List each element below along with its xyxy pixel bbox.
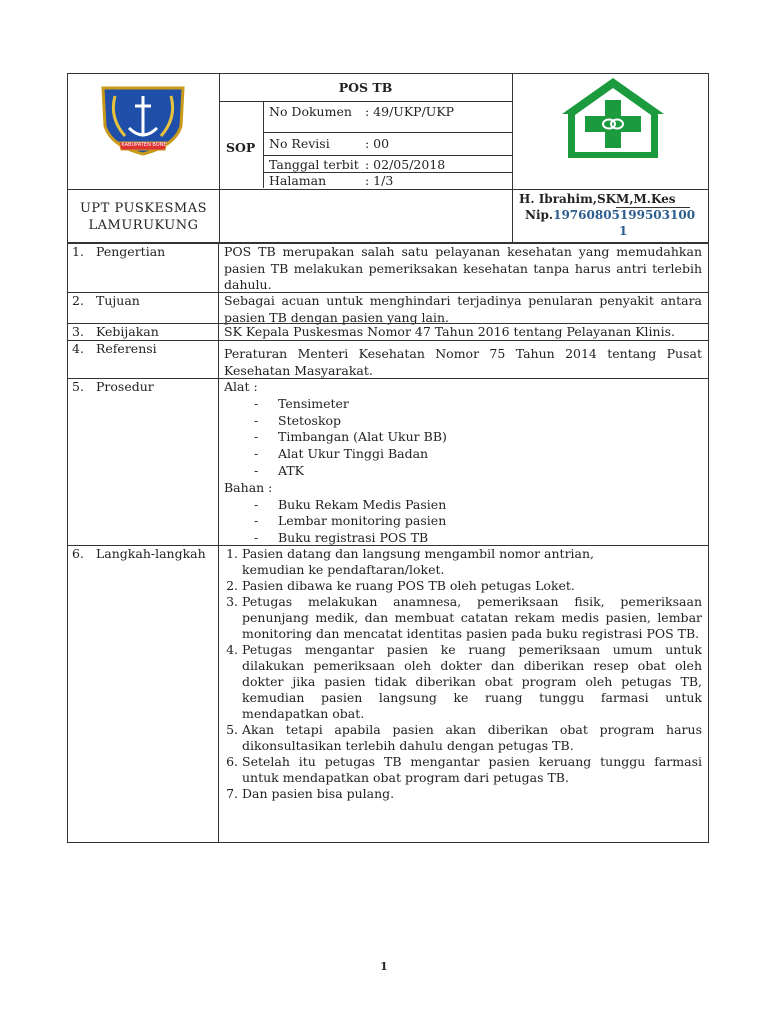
row-content: POS TB merupakan salah satu pelayanan kesehatan yang memudahkan pasien TB melakukan pemeriksakan kesehatan tanpa harus antri terlebih dahulu. (224, 244, 702, 292)
puskesmas-logo (558, 74, 668, 164)
list-item: - Lembar monitoring pasien (254, 513, 702, 530)
regency-logo (95, 82, 191, 158)
row-content (220, 546, 702, 802)
field-no-dokumen-label: No Dokumen (269, 104, 352, 119)
row-content (224, 379, 702, 547)
row-pengertian (68, 243, 708, 293)
row-number: 1. (72, 244, 84, 259)
list-item: - Stetoskop (254, 413, 702, 430)
org-name-line2: LAMURUKUNG (88, 218, 199, 233)
logo-banner-text: KABUPATEN BONE (121, 142, 167, 148)
nip-label: Nip. (525, 208, 554, 222)
sop-header-table (67, 73, 709, 243)
alat-heading: Alat : (224, 379, 258, 394)
row-label: Pengertian (96, 244, 166, 259)
page-number: 1 (380, 960, 388, 973)
bahan-heading: Bahan : (224, 479, 273, 495)
field-tanggal-value: : 02/05/2018 (365, 157, 446, 172)
row-number: 2. (72, 293, 84, 308)
row-label: Kebijakan (96, 324, 159, 339)
row-content: Sebagai acuan untuk menghindari terjadinya penularan penyakit antara pasien TB dengan pasien yang lain. (224, 293, 702, 325)
signer-name: H. Ibrahim,SKM,M.Kes (519, 192, 676, 206)
alat-list (224, 396, 702, 480)
step-item: 3. Petugas melakukan anamnesa, pemeriksaan fisik, pemeriksaan penunjang medik, dan membuat catatan rekam medis pasien, lembar monitoring dan mencatat identitas pasien pada buku registrasi POS TB. (242, 594, 702, 642)
row-content: Peraturan Menteri Kesehatan Nomor 75 Tahun 2014 tentang Pusat Kesehatan Masyarakat. (224, 346, 702, 378)
step-item: 7. Dan pasien bisa pulang. (242, 786, 702, 802)
field-no-dokumen-value: : 49/UKP/UKP (365, 104, 455, 119)
field-halaman-label: Halaman (269, 173, 327, 188)
row-langkah (68, 545, 708, 843)
row-tujuan (68, 292, 708, 324)
sop-body-table (67, 243, 709, 843)
row-label: Referensi (96, 341, 157, 356)
bahan-list (224, 497, 702, 547)
row-referensi (68, 340, 708, 379)
field-no-revisi-label: No Revisi (269, 136, 330, 151)
step-item: 6. Setelah itu petugas TB mengantar pasien keruang tunggu farmasi untuk mendapatkan obat program dari petugas TB. (242, 754, 702, 786)
list-item: - Alat Ukur Tinggi Badan (254, 446, 702, 463)
row-number: 6. (72, 546, 84, 561)
field-halaman-value: : 1/3 (365, 173, 394, 188)
list-item: - Buku Rekam Medis Pasien (254, 497, 702, 514)
row-content: SK Kepala Puskesmas Nomor 47 Tahun 2016 tentang Pelayanan Klinis. (224, 324, 675, 339)
document-title: POS TB (338, 80, 393, 95)
row-number: 5. (72, 379, 84, 394)
list-item: - Buku registrasi POS TB (254, 530, 702, 547)
row-prosedur (68, 378, 708, 546)
org-name-line1: UPT PUSKESMAS (79, 201, 208, 216)
row-label: Tujuan (96, 293, 140, 308)
signer-nip (525, 208, 695, 223)
list-item: - ATK (254, 463, 702, 480)
row-number: 3. (72, 324, 84, 339)
row-label: Langkah-langkah (96, 546, 206, 561)
steps-list (220, 546, 702, 802)
step-item: 5. Akan tetapi apabila pasien akan diberikan obat program harus dikonsultasikan terlebih dahulu dengan petugas TB. (242, 722, 702, 754)
row-number: 4. (72, 341, 84, 356)
row-kebijakan (68, 323, 708, 341)
list-item: - Tensimeter (254, 396, 702, 413)
step-item: 1. Pasien datang dan langsung mengambil nomor antrian, kemudian ke pendaftaran/loket. (242, 546, 702, 578)
list-item: - Timbangan (Alat Ukur BB) (254, 429, 702, 446)
field-no-revisi-value: : 00 (365, 136, 390, 151)
nip-value: 19760805199503100 (553, 208, 696, 222)
sop-label: SOP (226, 140, 256, 155)
row-label: Prosedur (96, 379, 154, 394)
field-tanggal-label: Tanggal terbit (269, 157, 359, 172)
step-item: 4. Petugas mengantar pasien ke ruang pemeriksaan umum untuk dilakukan pemeriksaan oleh dokter dan diberikan resep obat oleh dokter jika pasien tidak diberikan obat program oleh petugas TB, kemudian pasien langsung ke ruang tunggu farmasi untuk mendapatkan obat. (242, 642, 702, 722)
signer-nip-tail: 1 (619, 224, 628, 238)
step-item: 2. Pasien dibawa ke ruang POS TB oleh petugas Loket. (242, 578, 702, 594)
